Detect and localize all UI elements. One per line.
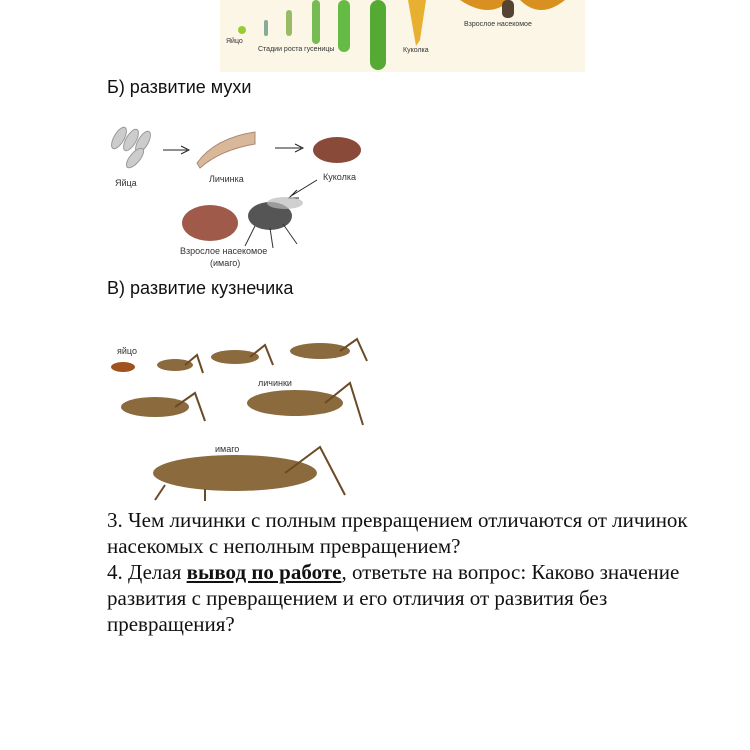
- imago-label: имаго: [215, 444, 240, 454]
- grasshopper-stages-drawing: [105, 335, 390, 503]
- eggs-label: Яйца: [115, 178, 137, 188]
- larva-label: Стадии роста гусеницы: [258, 46, 335, 53]
- pupa-label: Куколка: [323, 172, 356, 182]
- question-4: [107, 559, 707, 637]
- question-4-end: , ответьте на вопрос: Каково значение развития с превращением и его отличия от развития без превращения?: [107, 560, 680, 636]
- egg-label: Яйцо: [226, 38, 243, 45]
- adult-label: Взрослое насекомое: [464, 21, 532, 28]
- pupa-label: Куколка: [403, 47, 429, 54]
- grasshopper-heading: В) развитие кузнечика: [107, 278, 294, 298]
- larva-label: Личинка: [209, 174, 244, 184]
- grasshopper-development-image: [105, 335, 390, 503]
- fly-heading: Б) развитие мухи: [107, 77, 252, 97]
- question-4-bold: вывод по работе: [186, 560, 342, 584]
- imago-label: (имаго): [210, 258, 241, 268]
- fly-development-image: [105, 118, 370, 273]
- question-3: 3. Чем личинки с полным превращением отличаются от личинок насекомых с неполным превращением?: [107, 508, 688, 558]
- question-4-start: 4. Делая: [107, 560, 187, 584]
- butterfly-stages-drawing: [220, 0, 585, 72]
- larvae-label: личинки: [258, 378, 292, 388]
- adult-label: Взрослое насекомое: [180, 246, 268, 256]
- egg-label: яйцо: [117, 346, 137, 356]
- butterfly-development-image: [220, 0, 585, 72]
